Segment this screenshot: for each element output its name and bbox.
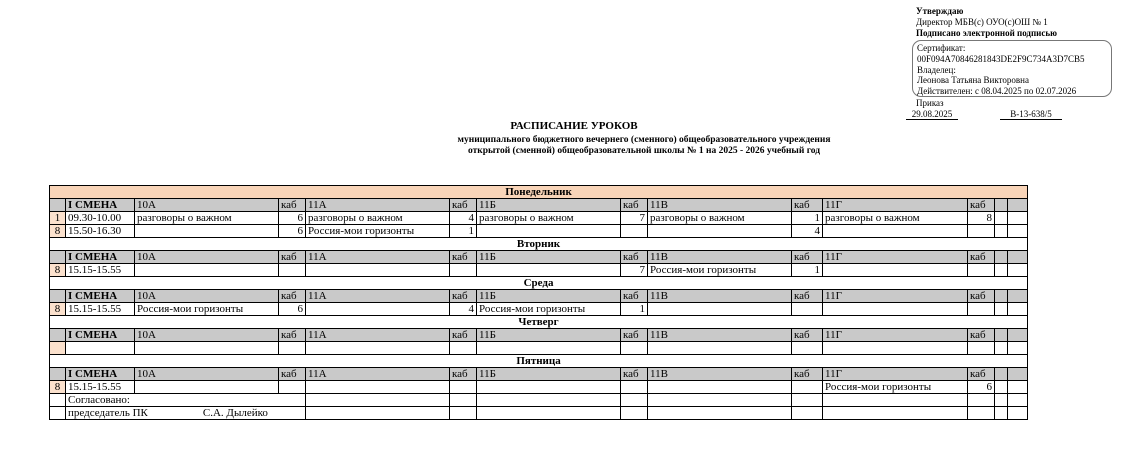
subject-cell: Россия-мои горизонты: [823, 380, 968, 393]
lesson-time: 15.15-15.55: [66, 303, 135, 316]
header-blank: [50, 329, 66, 342]
owner-value: Леонова Татьяна Викторовна: [917, 75, 1029, 86]
subject-cell: Россия-мои горизонты: [648, 264, 792, 277]
room-cell: 6: [279, 225, 306, 238]
room-cell: [279, 342, 306, 355]
footer-blank: [995, 393, 1008, 406]
room-cell: 4: [792, 225, 823, 238]
footer-blank: [306, 406, 450, 419]
footer-blank: [50, 393, 66, 406]
class-header: 11А: [306, 290, 450, 303]
header-blank: [50, 251, 66, 264]
class-header: 10А: [135, 199, 279, 212]
room-cell: [792, 342, 823, 355]
column-header-row: [50, 251, 1028, 264]
order-label: Приказ: [916, 98, 944, 108]
room-cell: [792, 303, 823, 316]
room-cell: 1: [621, 303, 648, 316]
footer-blank: [477, 406, 621, 419]
subject-cell: [135, 380, 279, 393]
lesson-row: [50, 342, 1028, 355]
header-blank: [1008, 329, 1028, 342]
header-blank: [995, 329, 1008, 342]
day-row: [50, 277, 1028, 290]
room-cell: [450, 264, 477, 277]
cab-header: каб: [968, 290, 995, 303]
header-blank: [1008, 251, 1028, 264]
column-header-row: [50, 290, 1028, 303]
lesson-row: [50, 212, 1028, 225]
footer-blank: [648, 406, 792, 419]
lesson-time: 15.50-16.30: [66, 225, 135, 238]
subject-cell: [823, 225, 968, 238]
cert-value: 00F094A70846281843DE2F9C734A3D7CB5: [917, 53, 1085, 64]
footer-blank: [450, 406, 477, 419]
day-row: [50, 186, 1028, 199]
class-header: 11Г: [823, 199, 968, 212]
subject-cell: [477, 342, 621, 355]
header-blank: [1008, 199, 1028, 212]
lesson-time: [66, 342, 135, 355]
cab-header: каб: [279, 367, 306, 380]
room-cell: 6: [279, 303, 306, 316]
cab-header: каб: [792, 251, 823, 264]
subject-cell: [306, 303, 450, 316]
cab-header: каб: [279, 329, 306, 342]
chair-title: председатель ПК: [68, 406, 148, 419]
subject-cell: [306, 380, 450, 393]
footer-row: [50, 393, 1028, 406]
class-header: 11Г: [823, 251, 968, 264]
footer-blank: [50, 406, 66, 419]
order-date: 29.08.2025: [906, 109, 958, 120]
cab-header: каб: [621, 329, 648, 342]
lesson-row: [50, 264, 1028, 277]
subject-cell: [823, 303, 968, 316]
class-header: 11Б: [477, 329, 621, 342]
class-header: 11Б: [477, 199, 621, 212]
chair-cell: [66, 406, 306, 419]
lesson-row: [50, 380, 1028, 393]
extra-cell: [995, 264, 1008, 277]
room-cell: [621, 380, 648, 393]
cert-label: Сертификат:: [917, 43, 966, 53]
extra-cell: [995, 212, 1008, 225]
extra-cell: [995, 342, 1008, 355]
room-cell: 4: [450, 303, 477, 316]
extra-cell: [995, 380, 1008, 393]
class-header: 11В: [648, 290, 792, 303]
footer-blank: [823, 406, 968, 419]
class-header: 10А: [135, 367, 279, 380]
cab-header: каб: [968, 199, 995, 212]
cab-header: каб: [621, 199, 648, 212]
lesson-time: 15.15-15.55: [66, 380, 135, 393]
room-cell: 8: [968, 212, 995, 225]
subject-cell: разговоры о важном: [823, 212, 968, 225]
room-cell: 6: [968, 380, 995, 393]
header-blank: [995, 199, 1008, 212]
lesson-row: [50, 225, 1028, 238]
footer-blank: [477, 393, 621, 406]
owner-label: Владелец:: [917, 64, 956, 75]
lesson-number: [50, 342, 66, 355]
column-header-row: [50, 199, 1028, 212]
subject-cell: [823, 342, 968, 355]
class-header: 10А: [135, 329, 279, 342]
extra-cell: [1008, 212, 1028, 225]
cab-header: каб: [450, 329, 477, 342]
subject-cell: [477, 264, 621, 277]
extra-cell: [995, 303, 1008, 316]
room-cell: 4: [450, 212, 477, 225]
class-header: 11Г: [823, 329, 968, 342]
cab-header: каб: [450, 199, 477, 212]
column-header-row: [50, 367, 1028, 380]
subject-cell: [135, 342, 279, 355]
subject-cell: [135, 225, 279, 238]
cab-header: каб: [450, 251, 477, 264]
day-row: [50, 316, 1028, 329]
shift-header: I СМЕНА: [66, 251, 135, 264]
footer-blank: [306, 393, 450, 406]
subject-cell: разговоры о важном: [306, 212, 450, 225]
class-header: 11В: [648, 367, 792, 380]
room-cell: 1: [792, 264, 823, 277]
footer-blank: [648, 393, 792, 406]
day-name: Пятница: [50, 354, 1028, 367]
room-cell: [279, 264, 306, 277]
cab-header: каб: [792, 290, 823, 303]
day-name: Понедельник: [50, 186, 1028, 199]
class-header: 11А: [306, 199, 450, 212]
lesson-number: 8: [50, 225, 66, 238]
shift-header: I СМЕНА: [66, 290, 135, 303]
day-name: Среда: [50, 277, 1028, 290]
cab-header: каб: [621, 367, 648, 380]
shift-header: I СМЕНА: [66, 367, 135, 380]
class-header: 10А: [135, 290, 279, 303]
class-header: 11Б: [477, 290, 621, 303]
cab-header: каб: [792, 367, 823, 380]
day-name: Четверг: [50, 316, 1028, 329]
header-blank: [1008, 367, 1028, 380]
header-blank: [995, 251, 1008, 264]
subject-cell: [477, 380, 621, 393]
footer-blank: [968, 406, 995, 419]
lesson-row: [50, 303, 1028, 316]
approval-block: [916, 6, 1136, 39]
subject-cell: [306, 264, 450, 277]
lesson-number: 1: [50, 212, 66, 225]
subject-cell: [477, 225, 621, 238]
cab-header: каб: [450, 367, 477, 380]
shift-header: I СМЕНА: [66, 329, 135, 342]
day-row: [50, 238, 1028, 251]
lesson-number: 8: [50, 380, 66, 393]
document-subtitle-line1: муниципального бюджетного вечернего (сменного) общеобразовательного учреждения: [457, 135, 831, 145]
cab-header: каб: [279, 290, 306, 303]
extra-cell: [1008, 264, 1028, 277]
footer-blank: [621, 393, 648, 406]
extra-cell: [1008, 380, 1028, 393]
footer-blank: [1008, 393, 1028, 406]
footer-blank: [995, 406, 1008, 419]
room-cell: [621, 342, 648, 355]
room-cell: [450, 380, 477, 393]
room-cell: 1: [792, 212, 823, 225]
subject-cell: [648, 303, 792, 316]
cab-header: каб: [621, 251, 648, 264]
subject-cell: [823, 264, 968, 277]
room-cell: [792, 380, 823, 393]
day-name: Вторник: [50, 238, 1028, 251]
class-header: 11В: [648, 329, 792, 342]
header-blank: [50, 367, 66, 380]
class-header: 11Б: [477, 367, 621, 380]
room-cell: 6: [279, 212, 306, 225]
class-header: 11А: [306, 329, 450, 342]
room-cell: 7: [621, 212, 648, 225]
schedule-table: [49, 185, 1028, 420]
cab-header: каб: [279, 251, 306, 264]
subject-cell: [648, 225, 792, 238]
footer-blank: [1008, 406, 1028, 419]
lesson-number: 8: [50, 264, 66, 277]
class-header: 11Б: [477, 251, 621, 264]
room-cell: 7: [621, 264, 648, 277]
shift-header: I СМЕНА: [66, 199, 135, 212]
room-cell: 1: [450, 225, 477, 238]
lesson-time: 15.15-15.55: [66, 264, 135, 277]
footer-blank: [621, 406, 648, 419]
header-blank: [995, 367, 1008, 380]
footer-row: [50, 406, 1028, 419]
cab-header: каб: [968, 251, 995, 264]
footer-blank: [792, 393, 823, 406]
cab-header: каб: [792, 329, 823, 342]
cab-header: каб: [621, 290, 648, 303]
header-blank: [50, 290, 66, 303]
subject-cell: Россия-мои горизонты: [306, 225, 450, 238]
valid-dates: Действителен: с 08.04.2025 по 02.07.2026: [917, 86, 1077, 97]
header-blank: [50, 199, 66, 212]
agreed-label: Согласовано:: [66, 393, 306, 406]
room-cell: [279, 380, 306, 393]
subject-cell: [306, 342, 450, 355]
subject-cell: разговоры о важном: [135, 212, 279, 225]
header-blank: [1008, 290, 1028, 303]
cab-header: каб: [279, 199, 306, 212]
cab-header: каб: [968, 329, 995, 342]
subject-cell: Россия-мои горизонты: [135, 303, 279, 316]
cab-header: каб: [968, 367, 995, 380]
room-cell: [621, 225, 648, 238]
footer-blank: [823, 393, 968, 406]
extra-cell: [1008, 225, 1028, 238]
lesson-number: 8: [50, 303, 66, 316]
class-header: 11В: [648, 251, 792, 264]
room-cell: [968, 303, 995, 316]
footer-blank: [792, 406, 823, 419]
cab-header: каб: [792, 199, 823, 212]
extra-cell: [1008, 303, 1028, 316]
subject-cell: разговоры о важном: [477, 212, 621, 225]
room-cell: [450, 342, 477, 355]
room-cell: [968, 225, 995, 238]
approver-position: Директор МБВ(с) ОУО(с)ОШ № 1: [916, 17, 1048, 27]
document-title: РАСПИСАНИЕ УРОКОВ: [510, 120, 638, 132]
column-header-row: [50, 329, 1028, 342]
header-blank: [995, 290, 1008, 303]
class-header: 11А: [306, 367, 450, 380]
order-number: В-13-638/5: [1000, 109, 1062, 120]
extra-cell: [995, 225, 1008, 238]
class-header: 10А: [135, 251, 279, 264]
class-header: 11Г: [823, 367, 968, 380]
footer-blank: [968, 393, 995, 406]
chair-name: С.А. Дылейко: [202, 406, 268, 419]
room-cell: [968, 342, 995, 355]
signature-stamp: [912, 40, 1112, 97]
signed-electronically: Подписано электронной подписью: [916, 28, 1057, 38]
document-subtitle-line2: открытой (сменной) общеобразовательной школы № 1 на 2025 - 2026 учебный год: [467, 146, 821, 156]
subject-cell: [648, 342, 792, 355]
room-cell: [968, 264, 995, 277]
cab-header: каб: [450, 290, 477, 303]
footer-blank: [450, 393, 477, 406]
class-header: 11А: [306, 251, 450, 264]
class-header: 11Г: [823, 290, 968, 303]
subject-cell: разговоры о важном: [648, 212, 792, 225]
day-row: [50, 354, 1028, 367]
class-header: 11В: [648, 199, 792, 212]
subject-cell: [648, 380, 792, 393]
approve-word: Утверждаю: [916, 6, 964, 16]
lesson-time: 09.30-10.00: [66, 212, 135, 225]
subject-cell: Россия-мои горизонты: [477, 303, 621, 316]
subject-cell: [135, 264, 279, 277]
extra-cell: [1008, 342, 1028, 355]
